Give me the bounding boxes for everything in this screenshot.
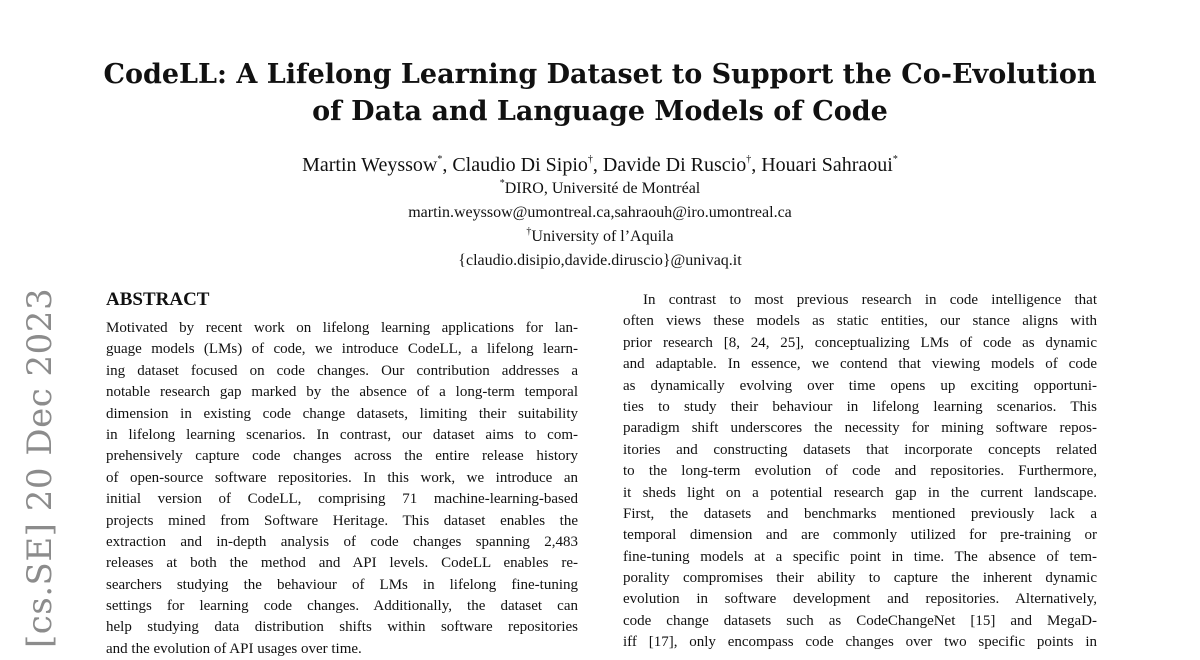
email-line: {claudio.disipio,davide.diruscio}@univaq.it bbox=[458, 252, 742, 269]
abstract-line: extraction and in-depth analysis of code changes spanning 2,483 bbox=[106, 533, 578, 550]
abstract-line: initial version of CodeLL, comprising 71 machine-learning-based bbox=[106, 491, 578, 508]
author-mark: * bbox=[437, 154, 443, 166]
intro-line: as dynamically evolving over time opens up exciting opportuni- bbox=[623, 377, 1097, 394]
author-name: Martin Weyssow bbox=[302, 154, 438, 176]
intro-line: code change datasets such as CodeChangeNet [15] and MegaD- bbox=[623, 612, 1097, 629]
arxiv-stamp: [cs.SE] 20 Dec 2023 bbox=[20, 287, 60, 648]
author-name: Davide Di Ruscio bbox=[602, 154, 747, 176]
intro-line: and adaptable. In essence, we contend that viewing models of code bbox=[623, 356, 1097, 373]
intro-line: iff [17], only encompass code changes over two specific points in bbox=[623, 634, 1097, 651]
intro-line: evolution in software development and repositories. Alternatively, bbox=[623, 591, 1097, 608]
intro-line: First, the datasets and benchmarks mentioned previously lack a bbox=[623, 505, 1097, 522]
author-name: Houari Sahraoui bbox=[761, 154, 893, 176]
intro-line: prior research [8, 24, 25], conceptualizing LMs of code as dynamic bbox=[623, 334, 1097, 351]
abstract-line: help studying data distribution shifts within software repositories bbox=[106, 619, 578, 636]
intro-line: fine-tuning models at a specific point in time. The absence of tem- bbox=[623, 548, 1097, 565]
author-list: Martin Weyssow*, Claudio Di Sipio†, Davide Di Ruscio†, Houari Sahraoui* bbox=[302, 154, 898, 176]
paper-title bbox=[0, 56, 1200, 130]
abstract-body bbox=[106, 318, 578, 660]
affiliation bbox=[0, 179, 1200, 199]
title-line: CodeLL: A Lifelong Learning Dataset to Support the Co-Evolution bbox=[103, 59, 1097, 90]
abstract-line: prehensively capture code changes across the entire release history bbox=[106, 448, 578, 465]
author-mark: * bbox=[892, 154, 898, 166]
abstract-line: Motivated by recent work on lifelong learning applications for lan- bbox=[106, 320, 578, 336]
intro-line: paradigm shift underscores the necessity for mining software repos- bbox=[623, 420, 1097, 437]
abstract-line: settings for learning code changes. Additionally, the dataset can bbox=[106, 598, 578, 615]
abstract-line: releases at both the method and API levels. CodeLL enables re- bbox=[106, 555, 578, 572]
intro-line: often views these models as static entities, our stance aligns with bbox=[623, 313, 1097, 330]
author-mark: † bbox=[587, 154, 593, 166]
affiliation bbox=[0, 227, 1200, 247]
affiliation-mark: † bbox=[526, 225, 532, 237]
author-name: Claudio Di Sipio bbox=[452, 154, 588, 176]
abstract-line: and the evolution of API usages over time. bbox=[106, 640, 362, 657]
title-line: of Data and Language Models of Code bbox=[312, 96, 888, 127]
intro-line: itories and constructing datasets that incorporate concepts related bbox=[623, 441, 1097, 458]
abstract-heading: ABSTRACT bbox=[106, 289, 210, 310]
abstract-line: dimension in existing code change datasets, limiting their suitability bbox=[106, 405, 578, 422]
intro-line: porality compromises their ability to capture the inherent dynamic bbox=[623, 570, 1097, 587]
author-emails bbox=[0, 203, 1200, 223]
intro-line: In contrast to most previous research in code intelligence that bbox=[643, 292, 1097, 308]
affiliation-name: DIRO, Université de Montréal bbox=[504, 180, 701, 197]
abstract-line: notable research gap marked by the absence of a long-term temporal bbox=[106, 384, 578, 401]
author-mark: † bbox=[746, 154, 752, 166]
author-emails bbox=[0, 251, 1200, 271]
intro-line: to the long-term evolution of code and repositories. Furthermore, bbox=[623, 463, 1097, 480]
email-line: martin.weyssow@umontreal.ca,sahraouh@iro.umontreal.ca bbox=[408, 204, 792, 221]
abstract-line: guage models (LMs) of code, we introduce CodeLL, a lifelong learn- bbox=[106, 341, 578, 358]
affiliation-mark: * bbox=[499, 177, 505, 189]
abstract-line: projects mined from Software Heritage. This dataset enables the bbox=[106, 512, 578, 529]
abstract-line: in lifelong learning scenarios. In contrast, our dataset aims to com- bbox=[106, 426, 578, 443]
intro-line: it sheds light on a potential research gap in the current landscape. bbox=[623, 484, 1097, 501]
abstract-line: searchers studying the behaviour of LMs in lifelong fine-tuning bbox=[106, 576, 578, 593]
introduction-body bbox=[623, 290, 1097, 654]
affiliation-name: University of l’Aquila bbox=[531, 228, 674, 245]
intro-line: ties to study their behaviour in lifelong learning scenarios. This bbox=[623, 398, 1097, 415]
intro-line: temporal dimension and are commonly utilized for pre-training or bbox=[623, 527, 1097, 544]
abstract-line: ing dataset focused on code changes. Our contribution addresses a bbox=[106, 362, 578, 379]
abstract-line: of open-source software repositories. In this work, we introduce an bbox=[106, 469, 578, 486]
